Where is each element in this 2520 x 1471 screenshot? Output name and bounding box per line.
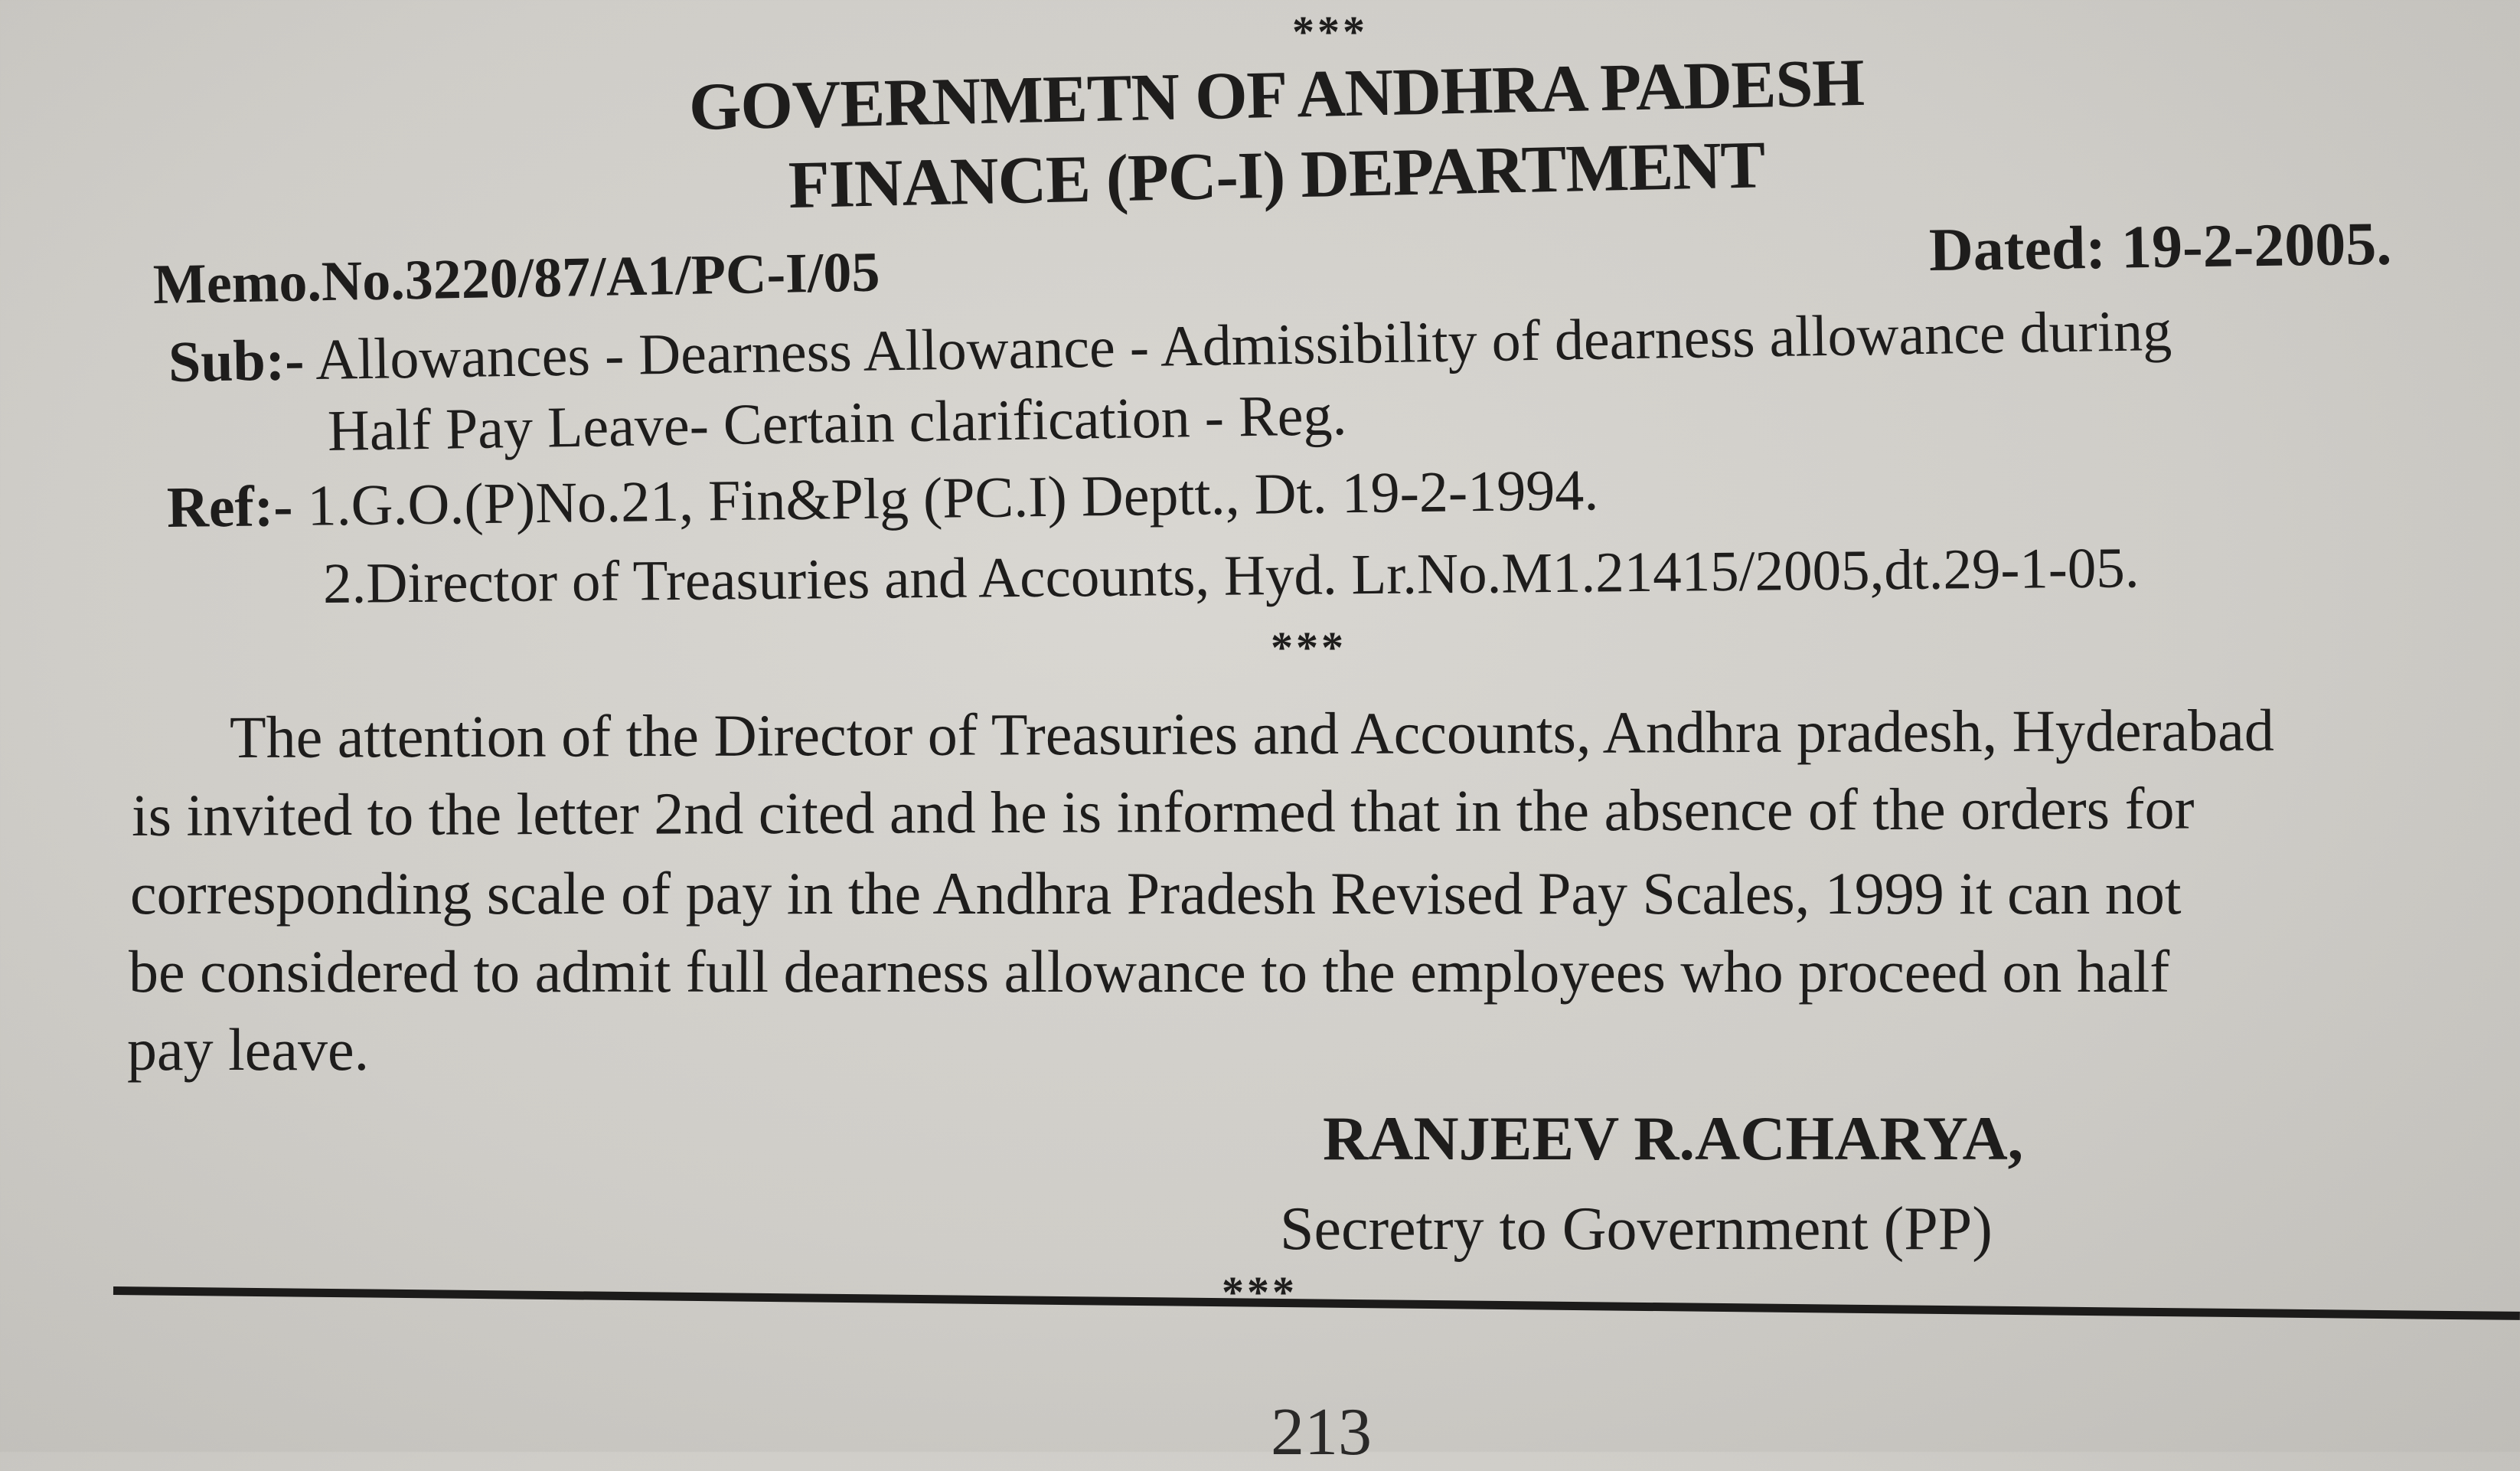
reference-line-2: 2.Director of Treasuries and Accounts, Hyd. Lr.No.M1.21415/2005,dt.29-1-05. <box>322 536 2140 616</box>
subject-label: Sub:- <box>168 328 305 394</box>
memo-date: Dated: 19-2-2005. <box>1928 210 2392 284</box>
memo-number: Memo.No.3220/87/A1/PC-I/05 <box>152 240 881 316</box>
government-title: GOVERNMETN OF ANDHRA PADESH <box>687 45 1865 145</box>
body-line-3: corresponding scale of pay in the Andhra Pradesh Revised Pay Scales, 1999 it can not <box>130 860 2182 927</box>
signatory-name: RANJEEV R.ACHARYA, <box>1323 1103 2024 1173</box>
reference-text-1: 1.G.O.(P)No.21, Fin&Plg (PC.I) Deptt., Dt. 19-2-1994. <box>307 458 1599 538</box>
bottom-rule <box>113 1286 2520 1320</box>
signatory-title: Secretry to Government (PP) <box>1280 1195 1993 1263</box>
subject-line-2: Half Pay Leave- Certain clarification - Reg. <box>327 383 1348 463</box>
bottom-separator-stars: *** <box>1222 1267 1298 1317</box>
department-title: FINANCE (PC-I) DEPARTMENT <box>787 128 1766 223</box>
subject-text-1: Allowances - Dearness Allowance - Admissibility of dearness allowance during <box>315 298 2172 392</box>
subject-line-1 <box>168 298 2172 396</box>
page-number: 213 <box>1271 1395 1372 1469</box>
body-line-2: is invited to the letter 2nd cited and he is informed that in the absence of the orders for <box>131 774 2195 848</box>
middle-separator-stars: *** <box>1271 623 1347 672</box>
body-line-1: The attention of the Director of Treasuries and Accounts, Andhra pradesh, Hyderabad <box>229 696 2274 770</box>
top-separator-stars: *** <box>1292 7 1368 57</box>
body-line-5: pay leave. <box>127 1016 370 1083</box>
reference-line-1 <box>166 457 1598 541</box>
body-line-4: be considered to admit full dearness allowance to the employees who proceed on half <box>129 938 2170 1005</box>
reference-label: Ref:- <box>166 473 294 540</box>
